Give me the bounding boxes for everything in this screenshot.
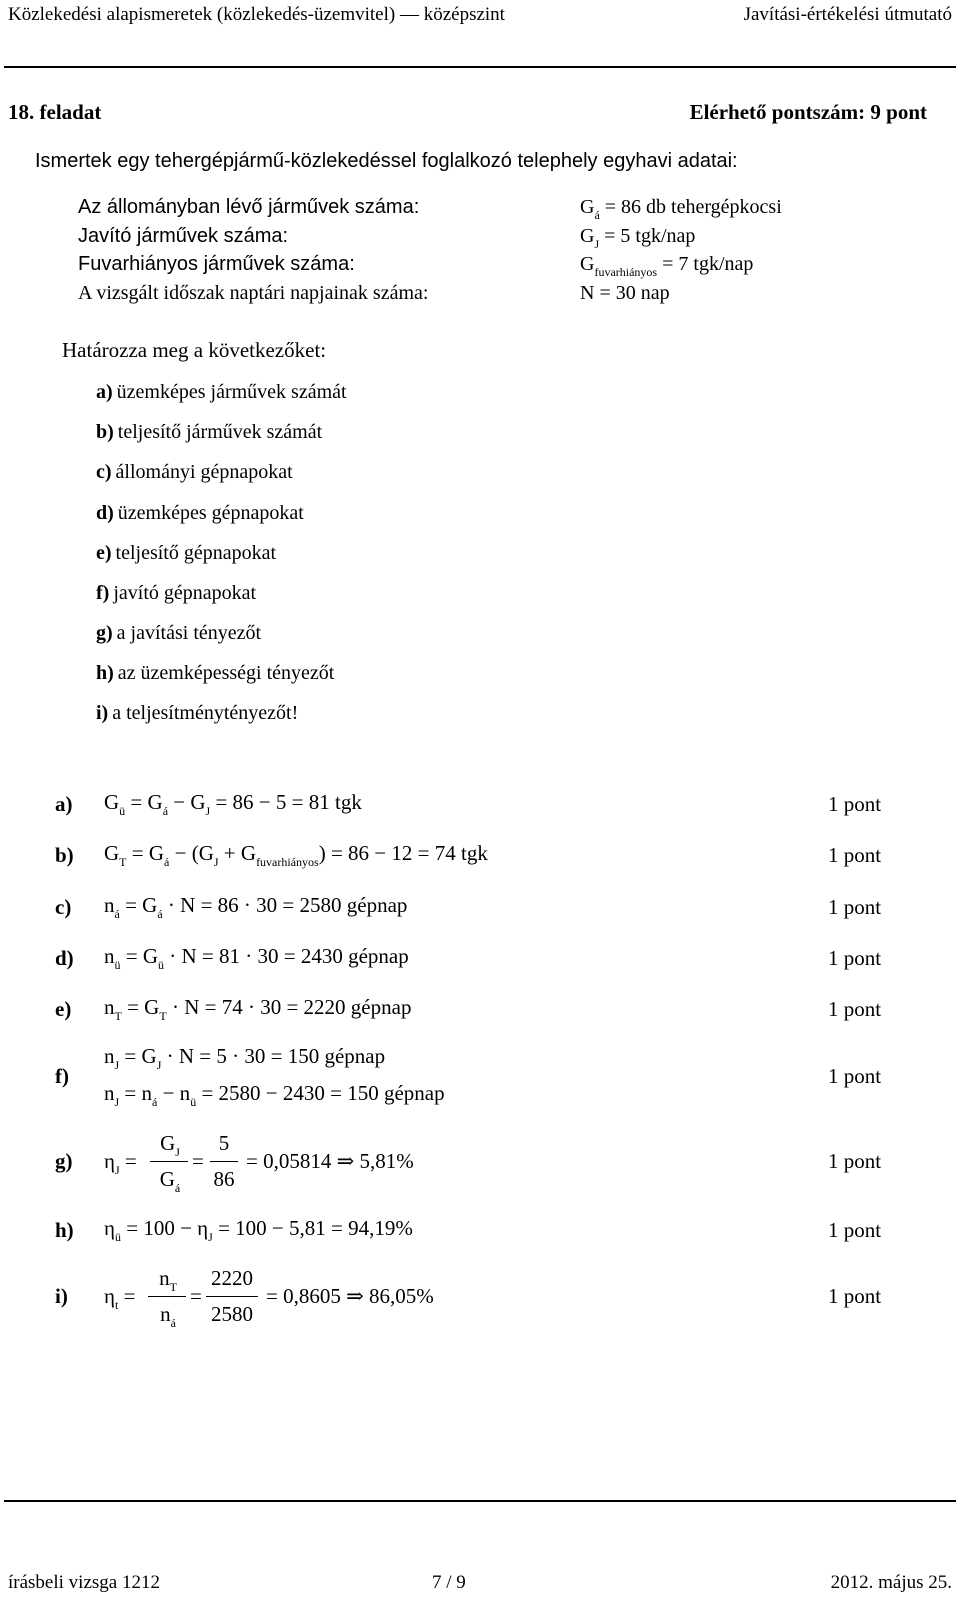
solution-point-f: 1 pont — [828, 1064, 882, 1088]
fraction-numerator: 5 — [218, 1131, 230, 1155]
header-left: Közlekedési alapismeretek (közlekedés-üzemvitel) — középszint — [8, 4, 505, 25]
data-value: N = 30 nap — [580, 282, 670, 304]
list-item: b) teljesítő járművek számát — [96, 421, 323, 443]
solution-formula-a: $G_ü = G_á - G_J = 86 - 5 = 81$ tgk — [104, 790, 362, 818]
solution-label-e: e) — [55, 997, 72, 1021]
data-value: $G_{fuvarhiányos} = 7$ tgk/nap — [580, 253, 754, 279]
solution-label-b: b) — [55, 843, 74, 867]
solution-point-a: 1 pont — [828, 792, 882, 816]
data-label: Fuvarhiányos járművek száma: — [78, 253, 355, 275]
solution-formula-f1: $n_J = G_J \cdot N = 5 \cdot 30 = 150$ gépnap — [104, 1044, 386, 1072]
data-label: A vizsgált időszak naptári napjainak száma: — [78, 282, 429, 304]
list-item: c) állományi gépnapokat — [96, 461, 293, 483]
list-item: f) javító gépnapokat — [96, 582, 257, 604]
task-intro: Ismertek egy tehergépjármű-közlekedéssel foglalkozó telephely egyhavi adatai: — [35, 150, 738, 172]
page-number: 7 / 9 — [432, 1572, 466, 1593]
list-item: h) az üzemképességi tényezőt — [96, 662, 335, 684]
fraction-numerator: $G_J$ — [160, 1131, 180, 1159]
equals-sign: = — [192, 1149, 204, 1173]
fraction-numerator: 2220 — [211, 1266, 253, 1290]
solution-formula-i: $\eta_t$ = — [104, 1284, 136, 1312]
list-item: e) teljesítő gépnapokat — [96, 542, 277, 564]
fraction-denominator: $n_á$ — [160, 1302, 176, 1330]
solution-label-i: i) — [55, 1284, 68, 1308]
question-heading: Határozza meg a következőket: — [62, 338, 327, 362]
solution-result-i: = 0,8605 ⇒ 86,05% — [266, 1284, 434, 1308]
task-title: 18. feladat — [8, 100, 102, 124]
solution-label-a: a) — [55, 792, 73, 816]
list-item: i) a teljesítménytényezőt! — [96, 702, 299, 724]
solution-point-b: 1 pont — [828, 843, 882, 867]
footer-rule — [4, 1500, 956, 1502]
list-item: a) üzemképes járművek számát — [96, 381, 347, 403]
footer-left: írásbeli vizsga 1212 — [8, 1572, 160, 1593]
task-points: Elérhető pontszám: 9 pont — [689, 100, 927, 124]
solution-formula-g: $\eta_J$ = — [104, 1149, 137, 1177]
solution-label-d: d) — [55, 946, 74, 970]
solution-point-d: 1 pont — [828, 946, 882, 970]
solution-point-i: 1 pont — [828, 1284, 882, 1308]
fraction-bar — [150, 1161, 188, 1162]
solution-formula-d: $n_ü = G_ü \cdot N = 81 \cdot 30 = 2430$ gépnap — [104, 944, 409, 972]
fraction-numerator: $n_T$ — [159, 1266, 177, 1294]
fraction-bar — [206, 1296, 258, 1297]
solution-formula-h: $\eta_ü = 100 - \eta_J = 100 - 5,81 = 94,19\%$ — [104, 1216, 413, 1244]
data-label: Javító járművek száma: — [78, 225, 289, 247]
solution-formula-b: $G_T = G_á - (G_J + G_{fuvarhiányos}) = 86 - 12 = 74$ tgk — [104, 841, 488, 869]
solution-label-c: c) — [55, 895, 72, 919]
list-item: d) üzemképes gépnapokat — [96, 502, 304, 524]
header-right: Javítási-értékelési útmutató — [743, 4, 952, 25]
solution-formula-f2: $n_J = n_á - n_ü = 2580 - 2430 = 150$ gépnap — [104, 1081, 445, 1109]
fraction-denominator: $G_á$ — [159, 1167, 181, 1195]
solution-label-g: g) — [55, 1149, 73, 1173]
list-item: g) a javítási tényezőt — [96, 622, 262, 644]
solution-label-h: h) — [55, 1218, 74, 1242]
solution-result-g: = 0,05814 ⇒ 5,81% — [246, 1149, 414, 1173]
data-value: $G_J = 5$ tgk/nap — [580, 225, 696, 251]
solution-point-c: 1 pont — [828, 895, 882, 919]
solution-formula-e: $n_T = G_T \cdot N = 74 \cdot 30 = 2220$ gépnap — [104, 995, 412, 1023]
data-label: Az állományban lévő járművek száma: — [78, 196, 420, 218]
fraction-bar — [148, 1296, 186, 1297]
solution-formula-c: $n_á = G_á \cdot N = 86 \cdot 30 = 2580$ gépnap — [104, 893, 408, 921]
fraction-denominator: 86 — [213, 1167, 235, 1191]
solution-point-e: 1 pont — [828, 997, 882, 1021]
data-value: $G_á = 86$ db tehergépkocsi — [580, 196, 782, 222]
fraction-denominator: 2580 — [211, 1302, 253, 1326]
solution-point-h: 1 pont — [828, 1218, 882, 1242]
footer-right: 2012. május 25. — [830, 1572, 952, 1593]
solution-point-g: 1 pont — [828, 1149, 882, 1173]
header-rule — [4, 66, 956, 68]
solution-label-f: f) — [55, 1064, 69, 1088]
equals-sign: = — [190, 1284, 202, 1308]
fraction-bar — [210, 1161, 238, 1162]
